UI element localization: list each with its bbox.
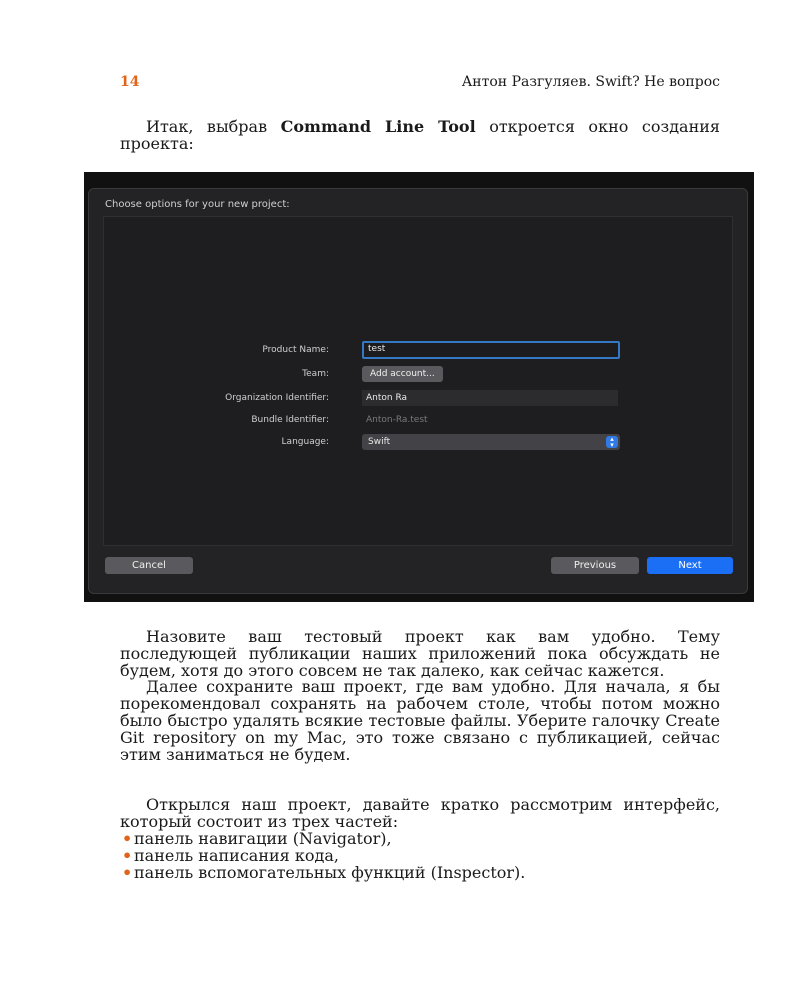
bundle-identifier-value: Anton-Ra.test — [366, 415, 428, 425]
org-identifier-input[interactable]: Anton Ra — [362, 390, 618, 406]
bullet-icon: • — [122, 846, 133, 865]
language-select[interactable] — [362, 434, 620, 450]
bullet-icon: • — [122, 863, 133, 882]
list-item — [120, 830, 720, 847]
options-panel — [103, 216, 733, 546]
list-item — [120, 847, 720, 864]
list-item — [120, 864, 720, 881]
page-number: 14 — [120, 74, 140, 90]
product-name-input[interactable]: test — [362, 341, 620, 359]
running-title: Антон Разгуляев. Swift? Не вопрос — [461, 74, 720, 90]
previous-button[interactable]: Previous — [551, 557, 639, 574]
body-paragraph-1: Назовите ваш тестовый проект как вам удобно. Тему последующей публикации наших приложений пока обсуждать не будем, хотя до этого совсем не так далеко, как сейчас кажется. — [120, 627, 720, 680]
list-item-text: панель написания кода, — [134, 846, 339, 865]
page-header — [120, 74, 720, 94]
next-button[interactable]: Next — [647, 557, 733, 574]
xcode-screenshot — [84, 172, 754, 602]
bullet-icon: • — [122, 829, 133, 848]
list-item-text: панель навигации (Navigator), — [134, 829, 392, 848]
body-paragraph-3: Открылся наш проект, давайте кратко рассмотрим интерфейс, который состоит из трех частей: — [120, 795, 720, 831]
chevron-updown-icon: ▴ ▾ — [606, 436, 618, 448]
product-name-label: Product Name: — [262, 345, 329, 355]
intro-text-end: откроется окно создания проекта: — [120, 117, 721, 153]
intro-bold-term: Command Line Tool — [280, 117, 476, 136]
cancel-button[interactable]: Cancel — [105, 557, 193, 574]
list-item-text: панель вспомогательных функций (Inspector). — [134, 863, 526, 882]
bundle-identifier-label: Bundle Identifier: — [251, 415, 329, 425]
add-account-button[interactable]: Add account... — [362, 366, 443, 382]
team-label: Team: — [302, 369, 329, 379]
new-project-dialog — [88, 188, 748, 594]
body-paragraph-2: Далее сохраните ваш проект, где вам удобно. Для начала, я бы порекомендовал сохранять на рабочем столе, чтобы потом можно было быстро удалять всякие тестовые файлы. Уберите галочку Create Git repository on my Mac, это тоже связано с публикацией, сейчас этим заниматься не будем. — [120, 677, 720, 764]
language-label: Language: — [281, 437, 329, 447]
panel-list — [120, 830, 720, 881]
dialog-title: Choose options for your new project: — [105, 199, 290, 210]
org-identifier-label: Organization Identifier: — [225, 393, 329, 403]
intro-text-start: Итак, выбрав — [146, 117, 281, 136]
intro-paragraph — [120, 118, 720, 152]
language-value: Swift — [368, 437, 391, 447]
